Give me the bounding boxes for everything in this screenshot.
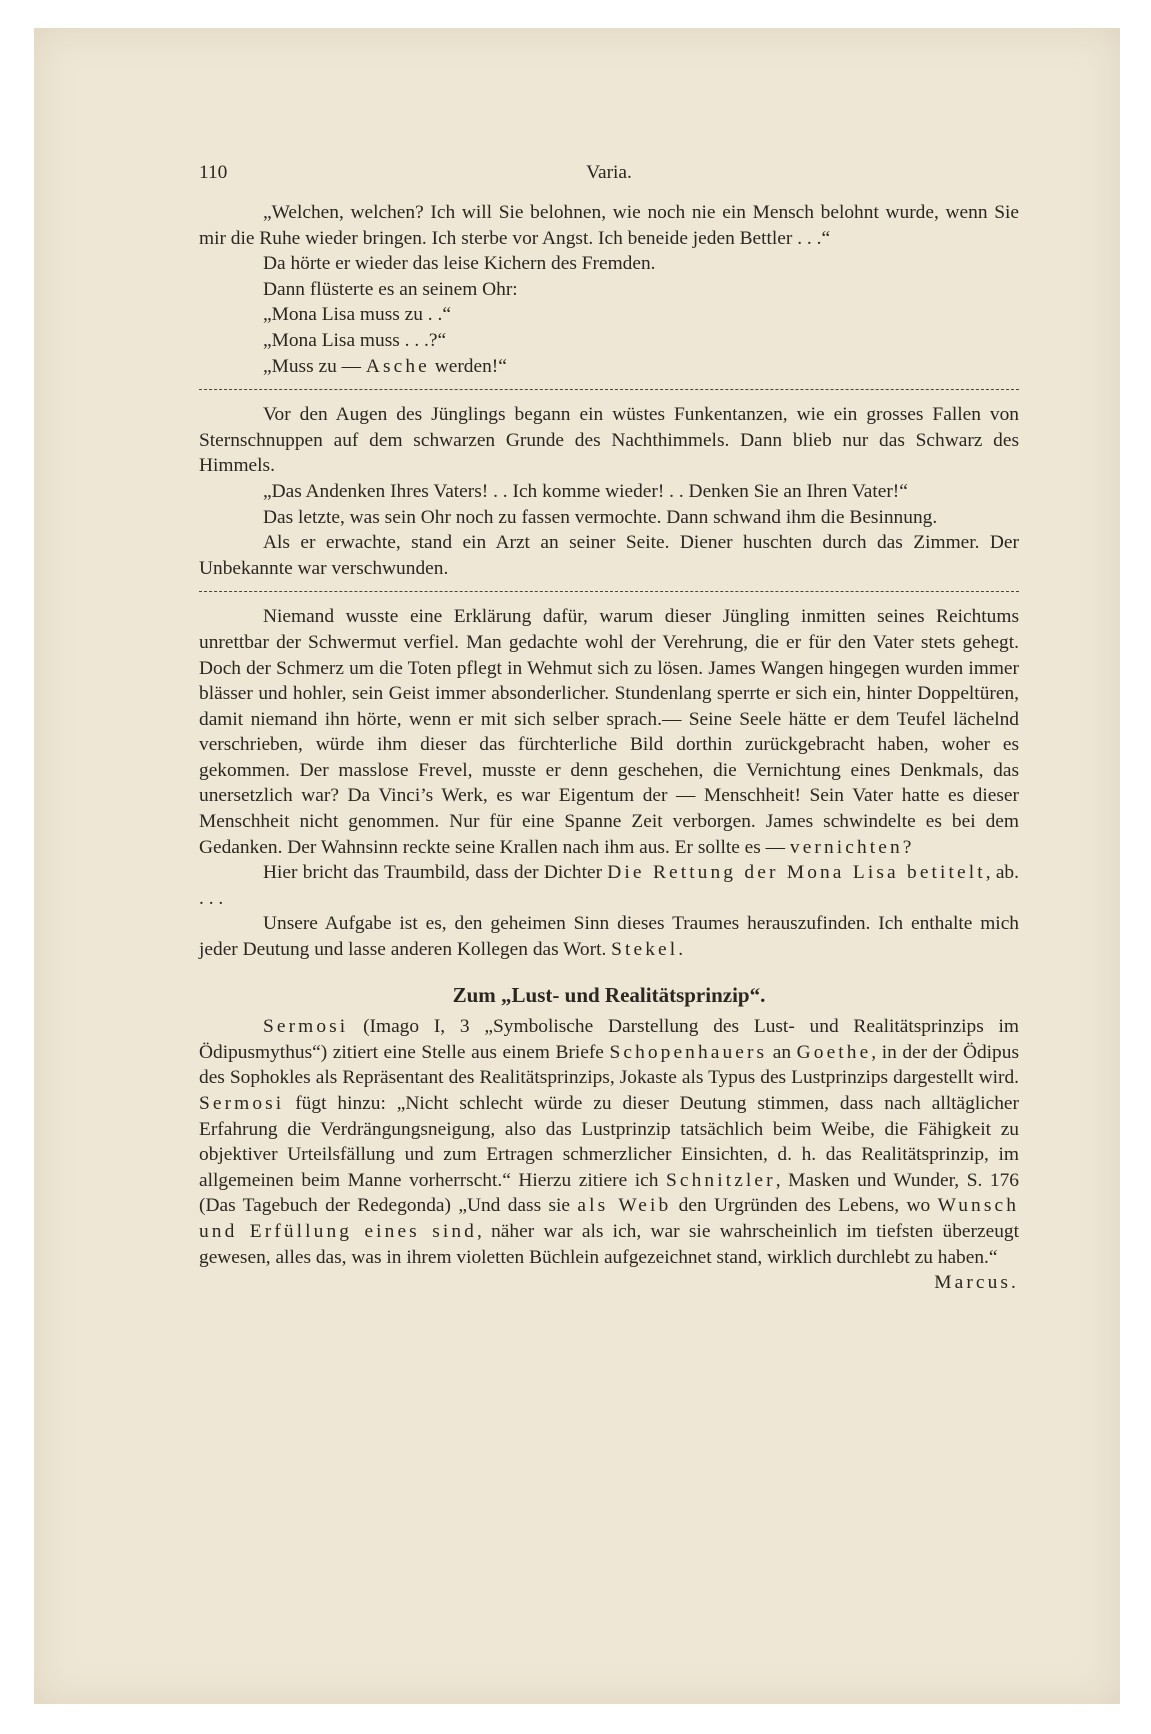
spaced-text: Goethe <box>796 1041 872 1063</box>
text-run: Niemand wusste eine Erklärung dafür, warum dieser Jüngling inmitten seines Reichtums unrettbar der Schwermut verfiel. Man gedachte wohl der Verehrung, die er für den Vater stets gehegt. Doch der Schmerz um die Toten pflegt in Wehmut sich zu lösen. James Wangen hingegen wurden immer blässer und hohler, sein Geist immer absonderlicher. Stundenlang sperrte er sich ein, hinter Doppeltüren, damit niemand ihn hörte, wenn er mit sich selber sprach.— Seine Seele hätte er dem Teufel lächelnd verschrieben, würde ihm dieser das fürchterliche Bild dorthin zurückgebracht haben, woher es gekommen. Der masslose Frevel, musste er denn geschehen, die Vernichtung eines Denkmals, das unersetzlich war? Da Vinci’s Werk, es war Eigentum der — Menschheit! Sein Vater hatte es dieser Menschheit nicht genommen. Nur für eine Spanne Zeit verborgen. James schwindelte es bei dem Gedanken. Der Wahnsinn reckte seine Krallen nach ihm aus. Er sollte es — <box>199 606 1019 858</box>
text-run: , Masken und Wunder, S. 176 (Das Tagebuch der Redegonda) „Und dass sie <box>199 1169 1019 1217</box>
section-heading: Zum „Lust- und Realitätsprinzip“. <box>452 982 766 1007</box>
dashed-separator <box>199 591 1019 592</box>
paragraph <box>199 860 1019 911</box>
running-title: Varia. <box>586 162 632 183</box>
spaced-text: Sermosi <box>199 1093 285 1114</box>
spaced-text: Asche <box>365 355 430 377</box>
author-signature: Marcus. <box>934 1272 1019 1294</box>
text-run: fügt hinzu: „Nicht schlecht würde zu dieser Deutung stimmen, dass nach alltäglicher Erfahrung die Verdrängungsneigung, also das Lustprinzip tatsächlich beim Weibe, die Fähigkeit zu objektiver Urteilsfällung und zum Ertragen schmerzlicher Einsichten, d. h. das Realitätsprinzip, im allgemeinen beim Manne vorherrscht.“ Hierzu zitiere ich <box>199 1093 1019 1191</box>
text-run: „Muss zu — <box>263 355 366 377</box>
paragraph: „Welchen, welchen? Ich will Sie belohnen, wie noch nie ein Mensch belohnt wurde, wenn Sie mir die Ruhe wieder bringen. Ich sterbe vor Angst. Ich beneide jeden Bettler . . .“ <box>199 202 1019 249</box>
spaced-text: vernichten <box>789 836 903 858</box>
paragraph: Da hörte er wieder das leise Kichern des Fremden. <box>263 253 656 275</box>
spaced-text: Wunsch und Erfüllung eines sind <box>199 1195 1019 1242</box>
running-head <box>199 160 1019 186</box>
paragraph: „Das Andenken Ihres Vaters! . . Ich komme wieder! . . Denken Sie an Ihren Vater!“ <box>263 480 908 502</box>
spaced-text: Sermosi <box>263 1016 349 1038</box>
scanned-page <box>34 28 1120 1704</box>
paragraph: Vor den Augen des Jünglings begann ein wüstes Funkentanzen, wie ein grosses Fallen von Sternschnuppen auf dem schwarzen Grunde des Nachthimmels. Dann blieb nur das Schwarz des Himmels. <box>199 404 1019 477</box>
text-run: ? <box>902 836 912 858</box>
text-run: den Urgründen des Lebens, wo <box>671 1195 938 1217</box>
paragraph: Das letzte, was sein Ohr noch zu fassen vermochte. Dann schwand ihm die Besinnung. <box>263 506 938 528</box>
spaced-text: Schopenhauers <box>609 1041 768 1063</box>
paragraph <box>199 1014 1019 1294</box>
dashed-separator <box>199 389 1019 390</box>
text-run: Hier bricht das Traumbild, dass der Dichter <box>263 862 608 884</box>
spaced-text: Die Rettung der Mona Lisa betitelt <box>607 862 986 884</box>
page-number: 110 <box>199 162 228 183</box>
text-run: an <box>767 1041 797 1063</box>
text-run: werden!“ <box>429 355 507 377</box>
spaced-text: als Weib <box>577 1195 672 1217</box>
page-content <box>199 160 1019 1296</box>
paragraph <box>199 354 1019 380</box>
paragraph <box>199 604 1019 860</box>
text-run: , in der der Ödipus des Sophokles als Repräsentant des Realitätsprinzips, Jokaste als Typus des Lustprinzips dargestellt wird. <box>199 1041 1019 1089</box>
text-run: (Imago I, 3 „Symbolische Darstellung des Lust- und Realitätsprinzips im Ödipusmythus“) zitiert eine Stelle aus einem Briefe <box>199 1016 1019 1063</box>
spaced-text: Schnitzler <box>666 1169 776 1191</box>
text-run: , ab. . . . <box>199 862 1019 909</box>
paragraph: Als er erwachte, stand ein Arzt an seiner Seite. Diener huschten durch das Zimmer. Der Unbekannte war verschwunden. <box>199 532 1019 579</box>
author-signature: Stekel. <box>611 939 687 961</box>
text-run: Unsere Aufgabe ist es, den geheimen Sinn dieses Traumes herauszufinden. Ich enthalte mich jeder Deutung und lasse anderen Kollegen das Wort. <box>199 913 1019 961</box>
paragraph: „Mona Lisa muss zu . .“ <box>263 304 451 326</box>
paragraph: Dann flüsterte es an seinem Ohr: <box>263 278 518 300</box>
text-run: , näher war als ich, war sie wahrscheinlich im tiefsten überzeugt gewesen, alles das, was in ihrem violetten Büchlein aufgezeichnet stand, wirklich durchlebt zu haben.“ <box>199 1220 1019 1268</box>
paragraph <box>199 911 1019 962</box>
paragraph: „Mona Lisa muss . . .?“ <box>263 329 447 351</box>
